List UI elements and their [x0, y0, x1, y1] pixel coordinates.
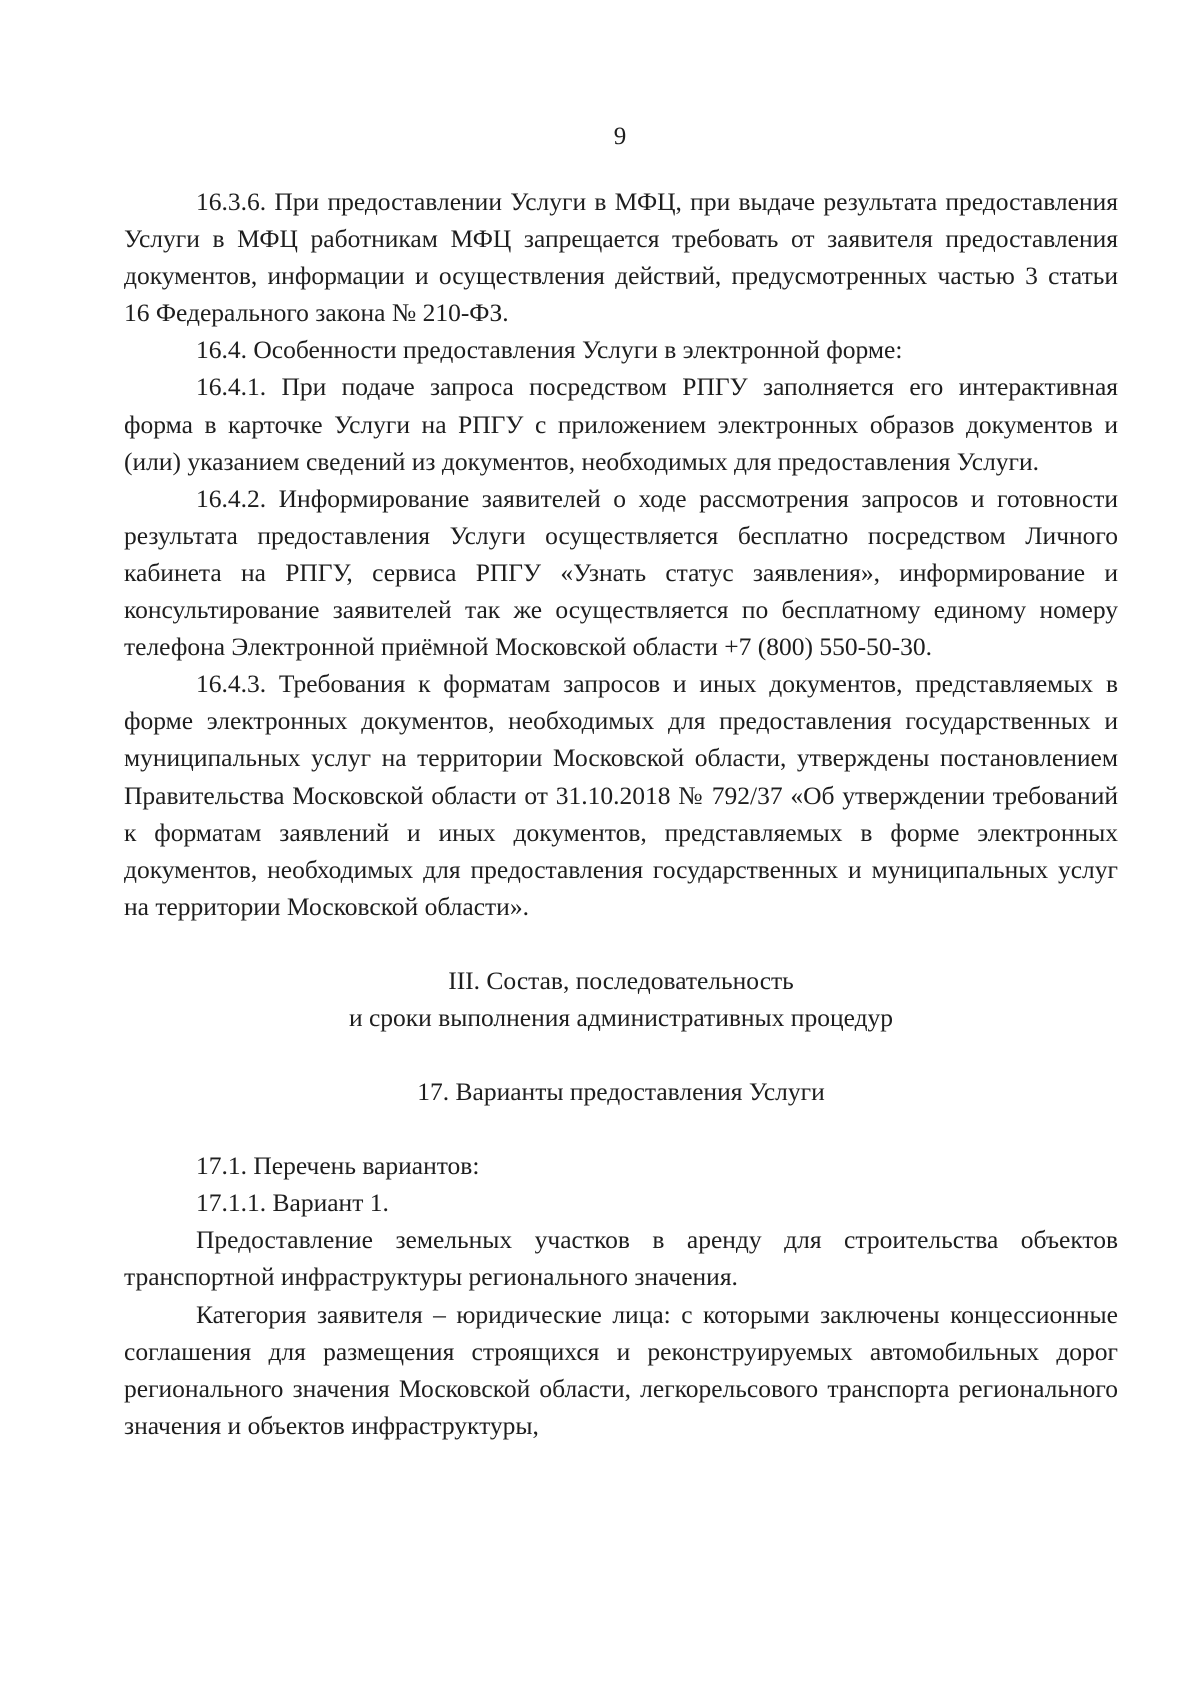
page-number: 9 [613, 123, 627, 150]
paragraph-16-4-2: 16.4.2. Информирование заявителей о ходе рассмотрения запросов и готовности результата предоставления Услуги осуществляется бесплатно посредством Личного кабинета на РПГУ, сервиса РПГУ «Узнать статус заявления», информирование и консультирование заявителей так же осуществляется по бесплатному единому номеру телефона Электронной приёмной Московской области +7 (800) 550-50-30. [124, 483, 1118, 662]
paragraph-16-4: 16.4. Особенности предоставления Услуги в электронной форме: [196, 335, 903, 365]
paragraph-variant-description: Предоставление земельных участков в аренду для строительства объектов транспортной инфраструктуры регионального значения. [124, 1225, 1118, 1292]
paragraph-17-1: 17.1. Перечень вариантов: [196, 1151, 480, 1181]
subsection-title: 17. Варианты предоставления Услуги [417, 1077, 825, 1107]
paragraph-applicant-category: Категория заявителя – юридические лица: с которыми заключены концессионные соглашения для размещения строящихся и реконструируемых автомобильных дорог регионального значения Московской области, легкорельсового транспорта регионального значения и объектов инфраструктуры, [124, 1299, 1118, 1440]
section-title-line-2: и сроки выполнения административных процедур [348, 1002, 894, 1032]
document-body [124, 183, 1118, 1444]
section-title-line-1: III. Состав, последовательность [448, 965, 794, 995]
paragraph-16-4-3: 16.4.3. Требования к форматам запросов и иных документов, представляемых в форме электронных документов, необходимых для предоставления государственных и муниципальных услуг на территории Московской области, утверждены постановлением Правительства Московской области от 31.10.2018 № 792/37 «Об утверждении требований к форматам заявлений и иных документов, представляемых в форме электронных документов, необходимых для предоставления государственных и муниципальных услуг на территории Московской области». [124, 669, 1118, 921]
paragraph-16-3-6: 16.3.6. При предоставлении Услуги в МФЦ, при выдаче результата предоставления Услуги в МФЦ работникам МФЦ запрещается требовать от заявителя предоставления документов, информации и осуществления действий, предусмотренных частью 3 статьи 16 Федерального закона № 210-ФЗ. [124, 187, 1118, 328]
section-heading [124, 962, 1118, 1036]
paragraph-17-1-1: 17.1.1. Вариант 1. [196, 1188, 389, 1218]
paragraph-16-4-1: 16.4.1. При подаче запроса посредством РПГУ заполняется его интерактивная форма в карточке Услуги на РПГУ с приложением электронных образов документов и (или) указанием сведений из документов, необходимых для предоставления Услуги. [124, 372, 1118, 476]
variants-block [124, 1147, 1118, 1444]
